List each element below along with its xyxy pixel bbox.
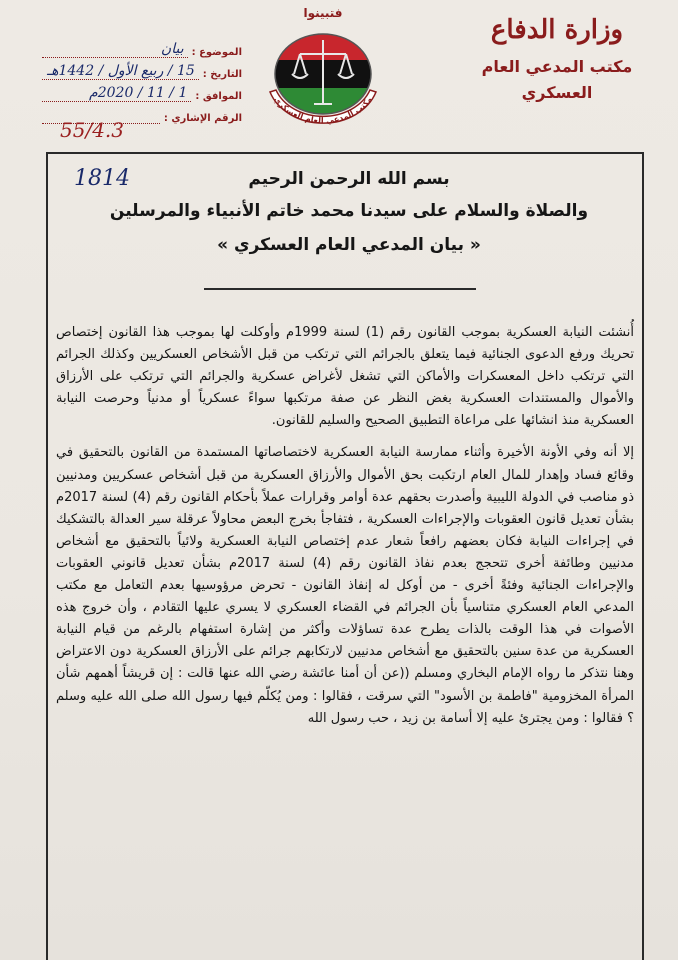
date-row: [42, 58, 242, 80]
paragraph-2: إلا أنه وفي الأونة الأخيرة وأثناء ممارسة النيابة العسكرية لاختصاصاتها المستمدة من القانون بالتحقيق في وقائع فساد وإهدار للمال العام ارتكبت بحق الأموال والأرزاق العسكرية من قبل أشخاص عسكريين ومدنيين ذو مناصب في الدولة الليبية وأصدرت بحقهم عدة أوامر وقرارات عملاً بأحكام القانون رقم (4) لسنة 2017م بشأن تعديل قانون العقوبات والإجراءات العسكرية ، فتفاجأ بخرج البعض محاولاً عرقلة سير العدالة بالتشكيك في إجراءات النيابة فكان بعضهم رافعاً شعار عدم إختصاص النيابة العسكرية ولائياً بالتحقيق مع أشخاص مدنيين وطائفة أخرى تتحجج بعدم نفاذ القانون رقم (4) لسنة 2017م بشأن تعديل قانوني العقوبات والإجراءات الجنائية وفئةً أخرى - من أوكل له إنفاذ القانون - تحرض مرؤوسيها بعدم التعامل مع مكتب المدعي العام العسكري متناسياً بأن الجرائم في القضاء العسكري لا يسري عليها التقادم ، وأن خروج هذه الأصوات في هذا الوقت بالذات يطرح عدة تساؤلات وأكثر من إشارة استفهام بالرغم من قيام النيابة العسكرية من عدة سنين بالتحقيق مع أشخاص مدنيين لارتكابهم جرائم على الأرزاق العسكرية دون الاعتراض وهنا نتذكر ما رواه الإمام البخاري ومسلم ((عن أن أمنا عائشة رضي الله عنها قالت : إن قريشاً أهمهم شأن المرأة المخزومية "فاطمة بن الأسود" التي سرقت ، فقالوا : ومن يُكلّم فيها رسول الله صلى الله عليه وسلم ؟ فقالوا : ومن يجترئ عليه إلا أسامة بن زيد ، حب رسول الله: [56, 445, 634, 726]
subject-value: بيان: [160, 41, 184, 57]
corresponding-label: الموافق :: [195, 91, 242, 102]
paragraph-1: أُنشئت النيابة العسكرية بموجب القانون رقم (1) لسنة 1999م وأوكلت لها بموجب هذا القانون إختصاص تحريك ورفع الدعوى الجنائية فيما يتعلق بالجرائم التي ترتكب من قبل الأشخاص العسكريين وكذلك الجرائم التي ترتكب داخل المعسكرات والأماكن التي تشغل لأغراض عسكرية والجرائم التي ترتكب على الأرزاق والأموال والمستندات العسكرية بغض النظر عن صفة مرتكبها سواءً عسكرياً أو مدنياً وحرصت النيابة العسكرية منذ انشائها على مراعاة التطبيق الصحيح والسليم للقانون.: [56, 325, 635, 429]
emblem-ring-text: مكتب المدعي العام العسكري: [272, 94, 374, 126]
subject-label: الموضوع :: [191, 47, 242, 58]
statement-body: [56, 322, 634, 730]
subject-row: [42, 36, 242, 58]
statement-title: « بيان المدعي العام العسكري »: [217, 235, 481, 255]
ministry-name: وزارة الدفاع: [490, 15, 624, 45]
scales-of-justice-icon: [248, 22, 398, 148]
handwritten-number: 1814: [74, 166, 130, 191]
ref-label: الرقم الإشاري :: [163, 113, 242, 124]
date-value: 15 / ربيع الأول / 1442هـ: [47, 63, 195, 79]
headings: [60, 168, 638, 256]
ministry-letterhead: [452, 10, 662, 106]
basmala: بسم الله الرحمن الرحيم: [248, 169, 450, 189]
salutation: والصلاة والسلام على سيدنا محمد خاتم الأنبياء والمرسلين: [109, 201, 589, 221]
ref-value: 55/4.3: [60, 118, 124, 142]
corresponding-value: 1 / 11 / 2020م: [89, 85, 188, 101]
title-divider: [204, 288, 476, 290]
date-label: التاريخ :: [202, 69, 242, 80]
reference-block: [42, 36, 242, 124]
corresponding-row: [42, 80, 242, 102]
emblem: [248, 6, 398, 152]
office-name: مكتب المدعي العام العسكري: [481, 57, 633, 102]
emblem-motto: فتبينوا: [303, 6, 343, 20]
